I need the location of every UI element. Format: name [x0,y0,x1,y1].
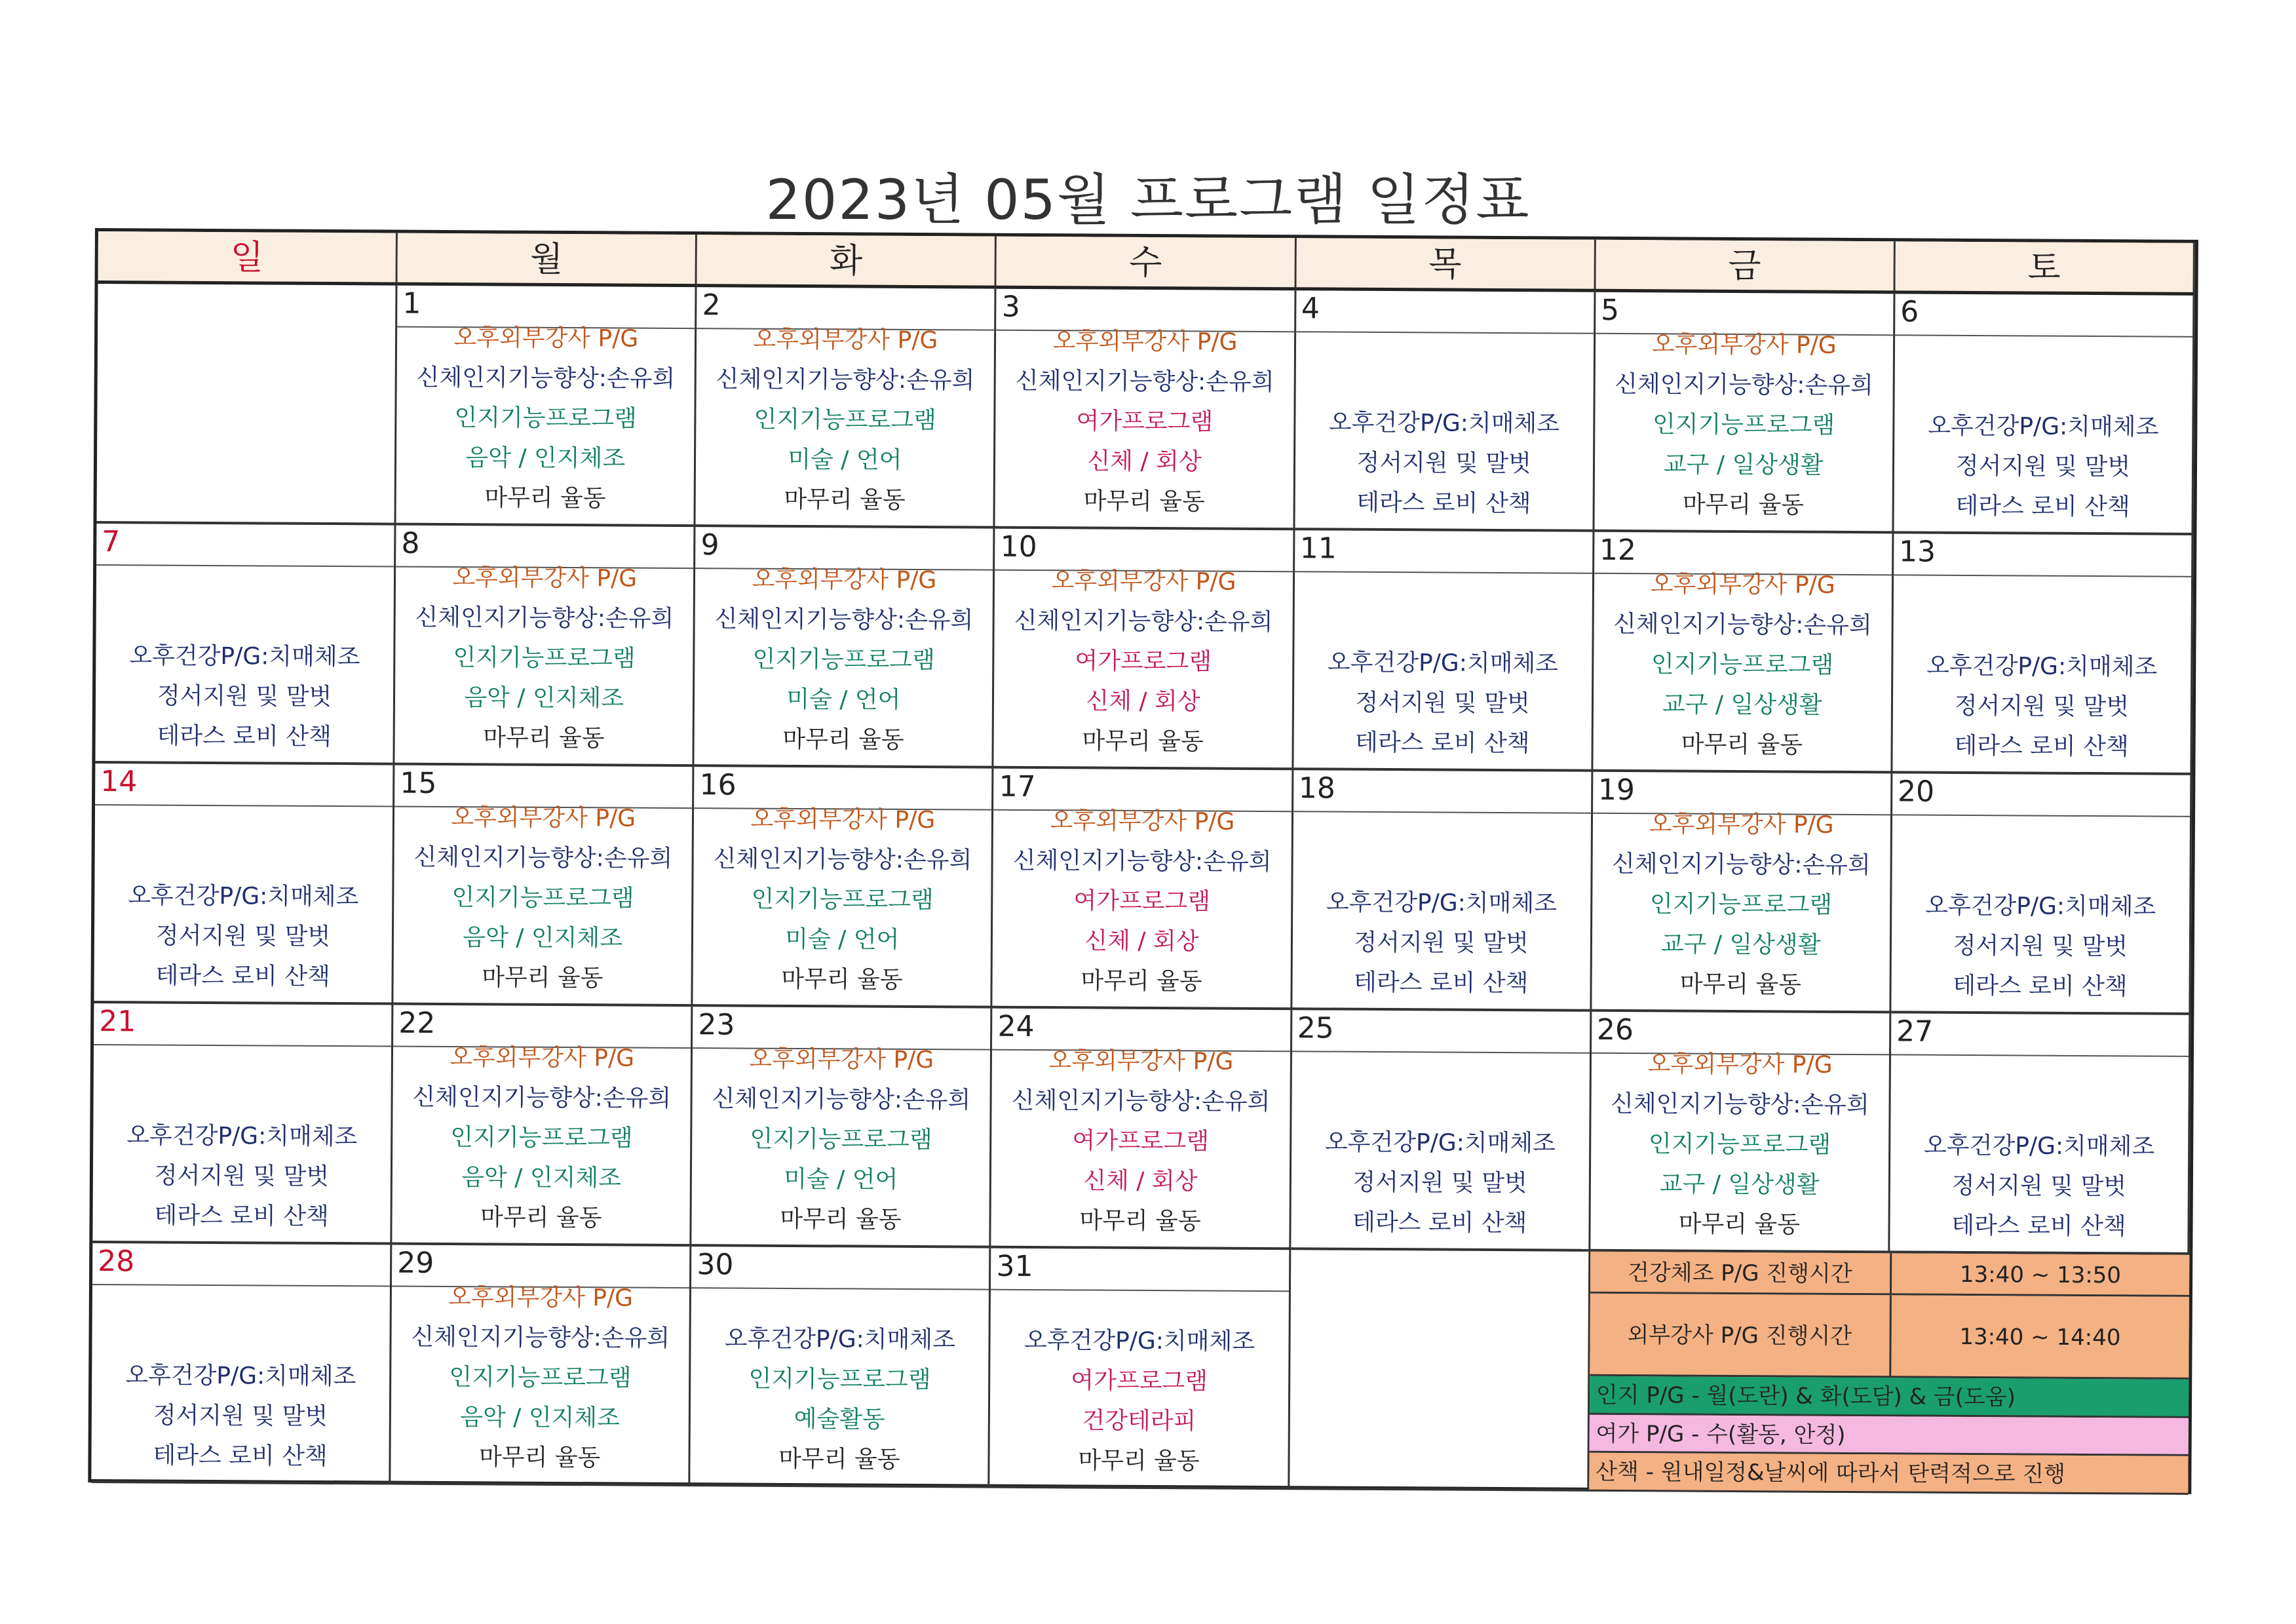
day-number-divider [1296,331,1594,334]
schedule-item: 신체인지기능향상:손유희 [413,843,673,872]
schedule-item: 마무리 율동 [478,1444,601,1472]
schedule-item: 여가프로그램 [1071,1367,1208,1395]
schedule-item: 테라스 로비 산책 [157,722,332,751]
day-cell [990,1248,1291,1490]
day-number: 26 [1596,1013,1634,1047]
day-number: 10 [1000,530,1037,564]
day-number: 11 [1299,532,1337,566]
schedule-item: 미술 / 언어 [784,1165,898,1193]
schedule-item: 마무리 율동 [1082,727,1204,756]
schedule-item: 미술 / 언어 [788,446,902,474]
schedule-item: 오후건강P/G:치매체조 [125,1362,356,1391]
day-number: 23 [698,1008,735,1042]
day-cell [1293,530,1594,772]
schedule-lines [392,1037,691,1239]
day-number: 9 [700,528,719,562]
schedule-item: 오후외부강사 P/G [1647,1051,1833,1079]
schedule-item: 마무리 율동 [1081,967,1202,996]
schedule-lines [696,319,995,521]
schedule-lines [1593,564,1892,766]
schedule-item: 테라스 로비 산책 [154,1202,329,1231]
schedule-item: 테라스 로비 산책 [1955,492,2130,521]
day-number: 8 [401,526,420,560]
schedule-item: 미술 / 언어 [786,686,901,714]
day-cell [1594,292,1895,534]
schedule-item: 오후외부강사 P/G [452,564,638,592]
day-cell [91,1243,392,1485]
schedule-lines [993,801,1292,1003]
schedule-item: 마무리 율동 [1682,491,1805,519]
day-cell [991,1009,1292,1250]
schedule-item: 테라스 로비 산책 [153,1442,328,1471]
schedule-item: 오후외부강사 P/G [1051,568,1236,596]
day-cell [96,284,397,526]
schedule-item: 인지기능프로그램 [748,1365,931,1394]
schedule-item: 신체인지기능향상:손유희 [713,845,972,874]
day-number-divider [1895,334,2192,338]
schedule-item: 정서지원 및 말벗 [1951,1172,2127,1201]
day-number-divider [691,1287,989,1290]
time-info-label: 외부강사 P/G 진행시간 [1590,1294,1892,1376]
schedule-item: 오후외부강사 P/G [753,326,938,355]
day-cell [1292,770,1593,1012]
schedule-item: 오후건강P/G:치매체조 [126,1122,358,1151]
day-number-divider [1894,574,2191,577]
schedule-item: 미술 / 언어 [785,925,900,954]
schedule-item: 신체인지기능향상:손유희 [1613,610,1872,640]
day-cell [1590,1012,1891,1254]
schedule-item: 오후건강P/G:치매체조 [1926,652,2158,681]
day-cell [1894,294,2194,535]
schedule-item: 정서지원 및 말벗 [1352,1169,1527,1197]
schedule-item: 교구 / 일상생활 [1659,1170,1820,1199]
schedule-item: 오후외부강사 P/G [451,804,636,832]
schedule-lines [396,318,695,520]
day-cell [1295,290,1596,532]
day-number: 6 [1900,295,1919,329]
schedule-item: 인지기능프로그램 [750,1125,932,1154]
schedule-lines [1295,402,1593,524]
schedule-item: 오후외부강사 P/G [453,324,639,353]
schedule-item: 오후건강P/G:치매체조 [724,1325,956,1354]
day-number-divider [1293,811,1591,814]
schedule-lines [1894,406,2192,528]
schedule-lines [1592,804,1890,1006]
schedule-item: 오후외부강사 P/G [1052,328,1238,356]
schedule-item: 오후건강P/G:치매체조 [1326,889,1558,918]
schedule-lines [1891,885,2189,1007]
schedule-item: 테라스 로비 산책 [155,962,330,991]
schedule-item: 오후외부강사 P/G [1649,811,1834,839]
schedule-item: 오후외부강사 P/G [749,1045,934,1074]
day-cell [92,1003,393,1245]
schedule-lines [97,516,394,518]
schedule-item: 인지기능프로그램 [449,1364,632,1392]
schedule-item: 신체 / 회상 [1086,687,1200,716]
schedule-item: 음악 / 인지체조 [461,1164,622,1192]
schedule-lines [991,1041,1290,1243]
schedule-item: 음악 / 인지체조 [460,1404,621,1432]
day-number: 5 [1600,293,1620,327]
schedule-item: 오후건강P/G:치매체조 [129,642,360,671]
schedule-item: 오후건강P/G:치매체조 [128,882,359,911]
schedule-item: 오후외부강사 P/G [1650,571,1835,599]
weekday-header: 금 [1596,240,1896,294]
day-cell [1290,1250,1590,1492]
day-cell [391,1245,691,1487]
schedule-item: 여가프로그램 [1076,408,1214,436]
schedule-item: 교구 / 일상생활 [1662,691,1822,719]
schedule-item: 신체인지기능향상:손유희 [712,1085,971,1114]
schedule-item: 신체인지기능향상:손유희 [714,606,974,634]
schedule-item: 신체인지기능향상:손유희 [415,604,674,632]
schedule-item: 신체인지기능향상:손유희 [716,366,975,395]
day-number: 17 [999,769,1036,804]
day-number: 24 [997,1009,1035,1044]
day-cell [395,526,696,767]
schedule-item: 음악 / 인지체조 [464,684,624,712]
schedule-item: 오후외부강사 P/G [1048,1047,1234,1075]
day-number: 28 [98,1245,135,1279]
weekday-header: 일 [98,231,398,286]
day-number-divider [991,1289,1288,1292]
time-info-value: 13:40 ~ 13:50 [1959,1261,2122,1289]
day-number-divider [95,804,392,807]
schedule-item: 정서지원 및 말벗 [1954,692,2130,721]
schedule-item: 정서지원 및 말벗 [153,1402,328,1431]
schedule-lines [695,559,993,761]
day-cell [695,527,995,769]
schedule-lines [1291,1122,1589,1244]
schedule-lines [96,636,394,758]
day-cell [994,529,1295,771]
schedule-item: 마무리 율동 [1083,488,1205,516]
schedule-item: 오후건강P/G:치매체조 [1024,1326,1255,1355]
schedule-item: 교구 / 일상생활 [1660,931,1821,959]
schedule-item: 오후건강P/G:치매체조 [1923,1132,2155,1161]
schedule-lines [990,1321,1288,1482]
day-number-divider [1295,571,1592,574]
schedule-lines [1290,1482,1587,1484]
schedule-lines [92,1115,391,1237]
time-info-row [1590,1252,2190,1297]
weekday-header: 토 [1895,241,2195,296]
schedule-item: 테라스 로비 산책 [1352,1208,1527,1237]
schedule-item: 정서지원 및 말벗 [1355,689,1530,718]
day-number: 25 [1297,1011,1334,1045]
schedule-item: 신체 / 회상 [1084,927,1199,956]
schedule-item: 인지기능프로그램 [1648,1131,1831,1159]
schedule-item: 인지기능프로그램 [450,1124,633,1152]
schedule-item: 테라스 로비 산책 [1953,972,2128,1001]
day-number-divider [94,1044,391,1047]
schedule-lines [1892,646,2191,767]
schedule-item: 오후건강P/G:치매체조 [1327,649,1559,678]
weekday-header: 화 [697,235,997,289]
schedule-lines [1594,324,1893,526]
time-info-value: 13:40 ~ 14:40 [1959,1323,2121,1351]
schedule-item: 신체인지기능향상:손유희 [412,1083,672,1112]
schedule-item: 여가프로그램 [1075,648,1212,676]
calendar-table [88,228,2198,1494]
schedule-item: 오후외부강사 P/G [450,1044,635,1072]
schedule-item: 오후외부강사 P/G [448,1284,634,1312]
schedule-lines [1590,1044,1889,1246]
schedule-item: 정서지원 및 말벗 [1354,929,1529,957]
day-number: 7 [102,525,121,559]
day-cell [1891,773,2192,1015]
schedule-item: 정서지원 및 말벗 [1356,449,1531,478]
schedule-item: 건강테라피 [1082,1407,1196,1435]
schedule-item: 마무리 율동 [482,964,603,992]
day-cell [692,1007,993,1248]
day-cell [1592,772,1892,1014]
schedule-lines [94,876,392,997]
schedule-item: 마무리 율동 [784,486,906,514]
schedule-item: 테라스 로비 산책 [1353,969,1529,997]
schedule-item: 정서지원 및 말벗 [1953,932,2128,961]
schedule-item: 정서지원 및 말벗 [157,682,332,711]
day-number: 4 [1301,292,1320,326]
weekday-header: 월 [398,233,698,288]
day-number-divider [92,1284,390,1287]
schedule-item: 여가프로그램 [1073,887,1211,916]
schedule-item: 테라스 로비 산책 [1954,732,2129,761]
schedule-item: 신체인지기능향상:손유희 [1012,847,1272,876]
schedule-item: 오후건강P/G:치매체조 [1925,892,2156,921]
schedule-item: 신체인지기능향상:손유희 [1011,1087,1271,1116]
schedule-item: 신체 / 회상 [1087,448,1202,476]
schedule-item: 마무리 율동 [1078,1447,1200,1475]
schedule-item: 인지기능프로그램 [451,884,634,912]
day-cell [1890,1013,2191,1255]
schedule-item: 정서지원 및 말벗 [155,922,331,951]
schedule-item: 인지기능프로그램 [1651,651,1834,679]
day-number-divider [1292,1051,1590,1054]
schedule-item: 신체인지기능향상:손유희 [1611,850,1871,880]
schedule-item: 교구 / 일상생활 [1663,451,1824,479]
day-cell [995,289,1296,531]
schedule-item: 인지기능프로그램 [1652,411,1835,439]
schedule-item: 인지기능프로그램 [754,406,936,435]
schedule-lines [391,1277,690,1479]
schedule-lines [395,558,694,760]
day-number: 18 [1298,771,1335,805]
day-number: 3 [1001,290,1020,324]
schedule-item: 인지기능프로그램 [453,644,636,672]
schedule-item: 오후건강P/G:치매체조 [1928,412,2159,441]
schedule-lines [394,798,693,999]
time-info-row [1590,1294,2189,1380]
program-note: 인지 P/G - 월(도란) & 화(도담) & 금(도움) [1590,1376,2189,1418]
schedule-lines [1890,1125,2188,1247]
schedule-item: 신체인지기능향상:손유희 [411,1323,670,1352]
schedule-item: 테라스 로비 산책 [1356,489,1531,518]
day-cell [396,286,697,528]
schedule-item: 마무리 율동 [484,484,606,512]
day-cell [1892,533,2193,775]
schedule-item: 마무리 율동 [782,725,904,754]
program-note: 여가 P/G - 수(활동, 안정) [1589,1414,2189,1456]
schedule-item: 음악 / 인지체조 [463,924,623,952]
day-number: 12 [1599,533,1637,568]
schedule-lines [995,321,1294,523]
day-number: 1 [402,286,421,320]
schedule-lines [91,1355,389,1477]
schedule-item: 오후건강P/G:치매체조 [1328,409,1560,438]
schedule-item: 테라스 로비 산책 [1951,1212,2126,1241]
schedule-lines [691,1319,989,1480]
day-number: 14 [100,765,138,799]
day-cell [1291,1010,1592,1252]
schedule-lines [693,799,992,1001]
day-number: 16 [699,768,737,802]
schedule-item: 마무리 율동 [483,724,605,752]
schedule-item: 오후외부강사 P/G [1651,331,1837,359]
schedule-item: 마무리 율동 [480,1204,602,1232]
schedule-item: 오후외부강사 P/G [750,805,936,834]
schedule-item: 마무리 율동 [1679,971,1802,999]
schedule-item: 여가프로그램 [1072,1127,1210,1155]
day-number: 27 [1896,1015,1934,1049]
schedule-item: 인지기능프로그램 [751,885,934,914]
schedule-item: 인지기능프로그램 [752,646,935,674]
schedule-item: 오후외부강사 P/G [1050,807,1235,836]
day-number: 19 [1598,773,1636,807]
schedule-lines [1293,642,1592,764]
program-note: 산책 - 원내일정&날씨에 따라서 탄력적으로 진행 [1589,1453,2189,1495]
day-number: 29 [397,1246,434,1280]
schedule-lines [994,561,1293,763]
day-number-divider [96,564,394,568]
weekday-header: 목 [1296,238,1596,292]
day-number: 30 [697,1248,734,1282]
schedule-item: 신체인지기능향상:손유희 [1610,1090,1869,1119]
day-number: 22 [398,1006,436,1040]
schedule-item: 마무리 율동 [1681,731,1803,759]
day-cell [993,769,1293,1011]
schedule-item: 정서지원 및 말벗 [1955,452,2131,481]
schedule-item: 신체 / 회상 [1083,1167,1198,1195]
schedule-item: 신체인지기능향상:손유희 [1015,367,1274,396]
day-number: 31 [996,1249,1033,1284]
day-cell [696,287,997,529]
time-info-label: 건강체조 P/G 진행시간 [1590,1252,1892,1294]
day-number: 2 [702,288,721,322]
day-number: 13 [1898,535,1936,569]
schedule-item: 신체인지기능향상:손유희 [1014,607,1273,636]
schedule-item: 인지기능프로그램 [454,404,637,433]
schedule-item: 마무리 율동 [1079,1207,1201,1235]
schedule-item: 신체인지기능향상:손유희 [416,364,676,393]
day-cell [94,764,394,1005]
day-number-divider [1891,1054,2189,1057]
day-cell [392,1005,693,1247]
schedule-item: 인지기능프로그램 [1649,891,1833,919]
day-cell [693,767,994,1009]
schedule-item: 마무리 율동 [780,1205,902,1233]
schedule-lines [692,1039,991,1241]
day-number: 15 [400,766,437,800]
schedule-item: 오후건강P/G:치매체조 [1324,1129,1556,1157]
schedule-lines [1292,882,1590,1004]
schedule-item: 오후외부강사 P/G [752,566,937,594]
day-number-divider [1892,814,2190,817]
schedule-item: 예술활동 [794,1405,885,1433]
day-cell [691,1247,991,1488]
day-cell [95,524,396,765]
schedule-item: 마무리 율동 [781,965,903,994]
schedule-item: 테라스 로비 산책 [1354,729,1530,758]
weekday-header: 수 [997,237,1297,291]
schedule-item: 정서지원 및 말벗 [154,1162,330,1191]
day-cell [394,765,695,1007]
schedule-item: 신체인지기능향상:손유희 [1615,370,1873,400]
day-cell [1593,532,1894,774]
day-number: 21 [99,1005,136,1039]
page-title: 2023년 05월 프로그램 일정표 [765,168,1531,232]
schedule-item: 마무리 율동 [778,1445,900,1473]
schedule-item: 음악 / 인지체조 [465,444,626,473]
schedule-item: 마무리 율동 [1678,1210,1801,1239]
day-number: 20 [1897,775,1935,809]
